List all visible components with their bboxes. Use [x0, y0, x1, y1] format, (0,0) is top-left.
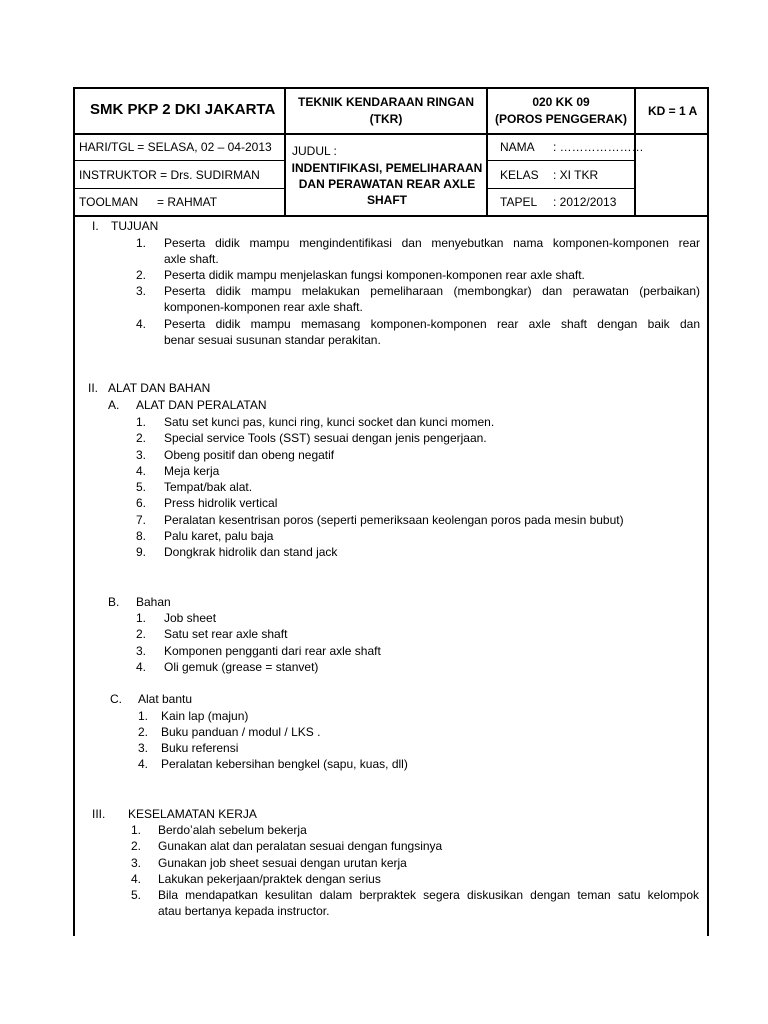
kd-label: KD = 1 A	[648, 104, 698, 118]
subsection-letter: A.	[108, 398, 120, 412]
list-item-number: 1.	[131, 823, 142, 837]
list-item-text: Peserta didik mampu mengindentifikasi dan menyebutkan nama komponen-komponen rear	[164, 236, 700, 250]
list-item-number: 3.	[131, 856, 142, 870]
list-item-text: Satu set kunci pas, kunci ring, kunci socket dan kunci momen.	[164, 415, 495, 429]
section-number: II.	[88, 381, 99, 395]
section-title-alat-bahan: ALAT DAN BAHAN	[108, 381, 211, 395]
list-item-number: 2.	[136, 431, 147, 446]
list-item-text: Palu karet, palu baja	[164, 528, 274, 543]
course-code-line1: 020 KK 09	[532, 95, 590, 109]
list-item-number: 5.	[131, 888, 142, 902]
judul-line1: INDENTIFIKASI, PEMELIHARAAN	[291, 161, 483, 175]
list-item-text: Peserta didik mampu memasang komponen-komponen rear axle shaft dengan baik dan	[164, 317, 700, 331]
list-item-number: 8.	[136, 528, 147, 543]
list-item-text: Peserta didik mampu melakukan pemeliharaan (membongkar) dan perawatan (perbaikan)	[164, 284, 700, 298]
list-item-text: Satu set rear axle shaft	[164, 627, 288, 642]
judul-line2: DAN PERAWATAN REAR AXLE	[298, 177, 476, 191]
list-item-number: 1.	[138, 709, 149, 723]
list-item-number: 1.	[136, 236, 147, 250]
list-item-number: 4.	[136, 463, 147, 478]
list-item-text: Job sheet	[164, 611, 217, 625]
nama-value: : …………………	[553, 140, 644, 154]
tapel-label: TAPEL	[500, 195, 538, 209]
list-item-number: 2.	[136, 627, 147, 642]
list-item-text: Berdo’alah sebelum bekerja	[158, 823, 307, 837]
subsection-title-alat: ALAT DAN PERALATAN	[136, 398, 267, 412]
header-divider	[74, 160, 284, 161]
judul-title	[288, 161, 486, 207]
judul-label: JUDUL :	[292, 144, 337, 158]
list-item-number: 2.	[136, 268, 147, 282]
list-item-number: 2.	[131, 839, 142, 853]
program-line2: (TKR)	[369, 112, 403, 126]
list-item-number: 6.	[136, 496, 147, 511]
section-title-keselamatan: KESELAMATAN KERJA	[128, 807, 257, 821]
list-item-text-cont: benar sesuai susunan standar perakitan.	[164, 333, 381, 347]
list-item-text: Peralatan kebersihan bengkel (sapu, kuas, dll)	[161, 757, 408, 771]
list-item-number: 9.	[136, 545, 147, 559]
list-item-number: 2.	[138, 725, 149, 739]
list-item-number: 3.	[136, 447, 147, 462]
kelas-label: KELAS	[500, 168, 539, 182]
list-item-text-cont: atau bertanya kepada instructor.	[158, 904, 330, 918]
list-item-text: Bila mendapatkan kesulitan dalam berpraktek segera diskusikan dengan teman satu kelompok	[158, 888, 699, 902]
header-divider	[74, 188, 284, 189]
list-item-number: 1.	[136, 415, 147, 429]
list-item-number: 1.	[136, 611, 147, 625]
subsection-title-alat-bantu: Alat bantu	[138, 692, 193, 706]
course-code	[488, 95, 634, 126]
list-item-number: 4.	[138, 757, 149, 771]
body-right-border	[707, 216, 709, 936]
list-item-number: 4.	[136, 659, 147, 674]
list-item-text-cont: komponen-komponen rear axle shaft.	[164, 300, 363, 314]
toolman-value: = RAHMAT	[157, 195, 218, 209]
list-item-number: 3.	[136, 643, 147, 658]
list-item-text: Gunakan alat dan peralatan sesuai dengan fungsinya	[158, 839, 443, 853]
list-item-text: Special service Tools (SST) sesuai dengan jenis pengerjaan.	[164, 431, 487, 446]
header-divider	[74, 133, 634, 135]
program-name	[286, 95, 486, 126]
header-divider	[634, 133, 708, 135]
date-field: HARI/TGL = SELASA, 02 – 04-2013	[79, 140, 272, 154]
list-item-number: 3.	[138, 741, 149, 755]
header-divider	[486, 188, 634, 189]
subsection-letter: C.	[110, 692, 122, 706]
list-item-text: Buku referensi	[161, 741, 239, 755]
list-item-text: Press hidrolik vertical	[164, 496, 278, 511]
list-item-text: Dongkrak hidrolik dan stand jack	[164, 545, 338, 559]
list-item-text: Komponen pengganti dari rear axle shaft	[164, 643, 381, 658]
list-item-number: 4.	[131, 872, 142, 886]
nama-label: NAMA	[500, 140, 535, 154]
instructor-field: INSTRUKTOR = Drs. SUDIRMAN	[79, 168, 260, 182]
body-left-border	[73, 216, 75, 936]
list-item-text: Peralatan kesentrisan poros (seperti pemeriksaan keolengan poros pada mesin bubut)	[164, 512, 624, 527]
list-item-text: Peserta didik mampu menjelaskan fungsi komponen-komponen rear axle shaft.	[164, 268, 585, 282]
course-code-line2: (POROS PENGGERAK)	[494, 112, 627, 126]
list-item-number: 3.	[136, 284, 147, 298]
judul-line3: SHAFT	[367, 193, 407, 207]
list-item-text-cont: axle shaft.	[164, 252, 219, 266]
list-item-text: Meja kerja	[164, 463, 220, 478]
school-name: SMK PKP 2 DKI JAKARTA	[90, 101, 276, 118]
section-number: III.	[92, 807, 106, 821]
list-item-text: Gunakan job sheet sesuai dengan urutan kerja	[158, 856, 407, 870]
list-item-text: Obeng positif dan obeng negatif	[164, 447, 335, 462]
tapel-value: : 2012/2013	[553, 195, 617, 209]
section-title-tujuan: TUJUAN	[111, 219, 159, 233]
list-item-text: Oli gemuk (grease = stanvet)	[164, 659, 319, 674]
subsection-letter: B.	[108, 595, 120, 609]
subsection-title-bahan: Bahan	[136, 595, 171, 609]
list-item-text: Buku panduan / modul / LKS .	[161, 725, 321, 739]
toolman-label: TOOLMAN	[79, 195, 139, 209]
list-item-number: 7.	[136, 512, 147, 527]
list-item-text: Lakukan pekerjaan/praktek dengan serius	[158, 872, 381, 886]
list-item-text: Tempat/bak alat.	[164, 480, 253, 494]
list-item-number: 4.	[136, 317, 147, 331]
program-line1: TEKNIK KENDARAAN RINGAN	[298, 95, 474, 109]
kelas-value: : XI TKR	[553, 168, 599, 182]
section-number: I.	[92, 219, 99, 233]
list-item-text: Kain lap (majun)	[161, 709, 249, 723]
header-divider	[486, 160, 634, 161]
list-item-number: 5.	[136, 480, 147, 494]
